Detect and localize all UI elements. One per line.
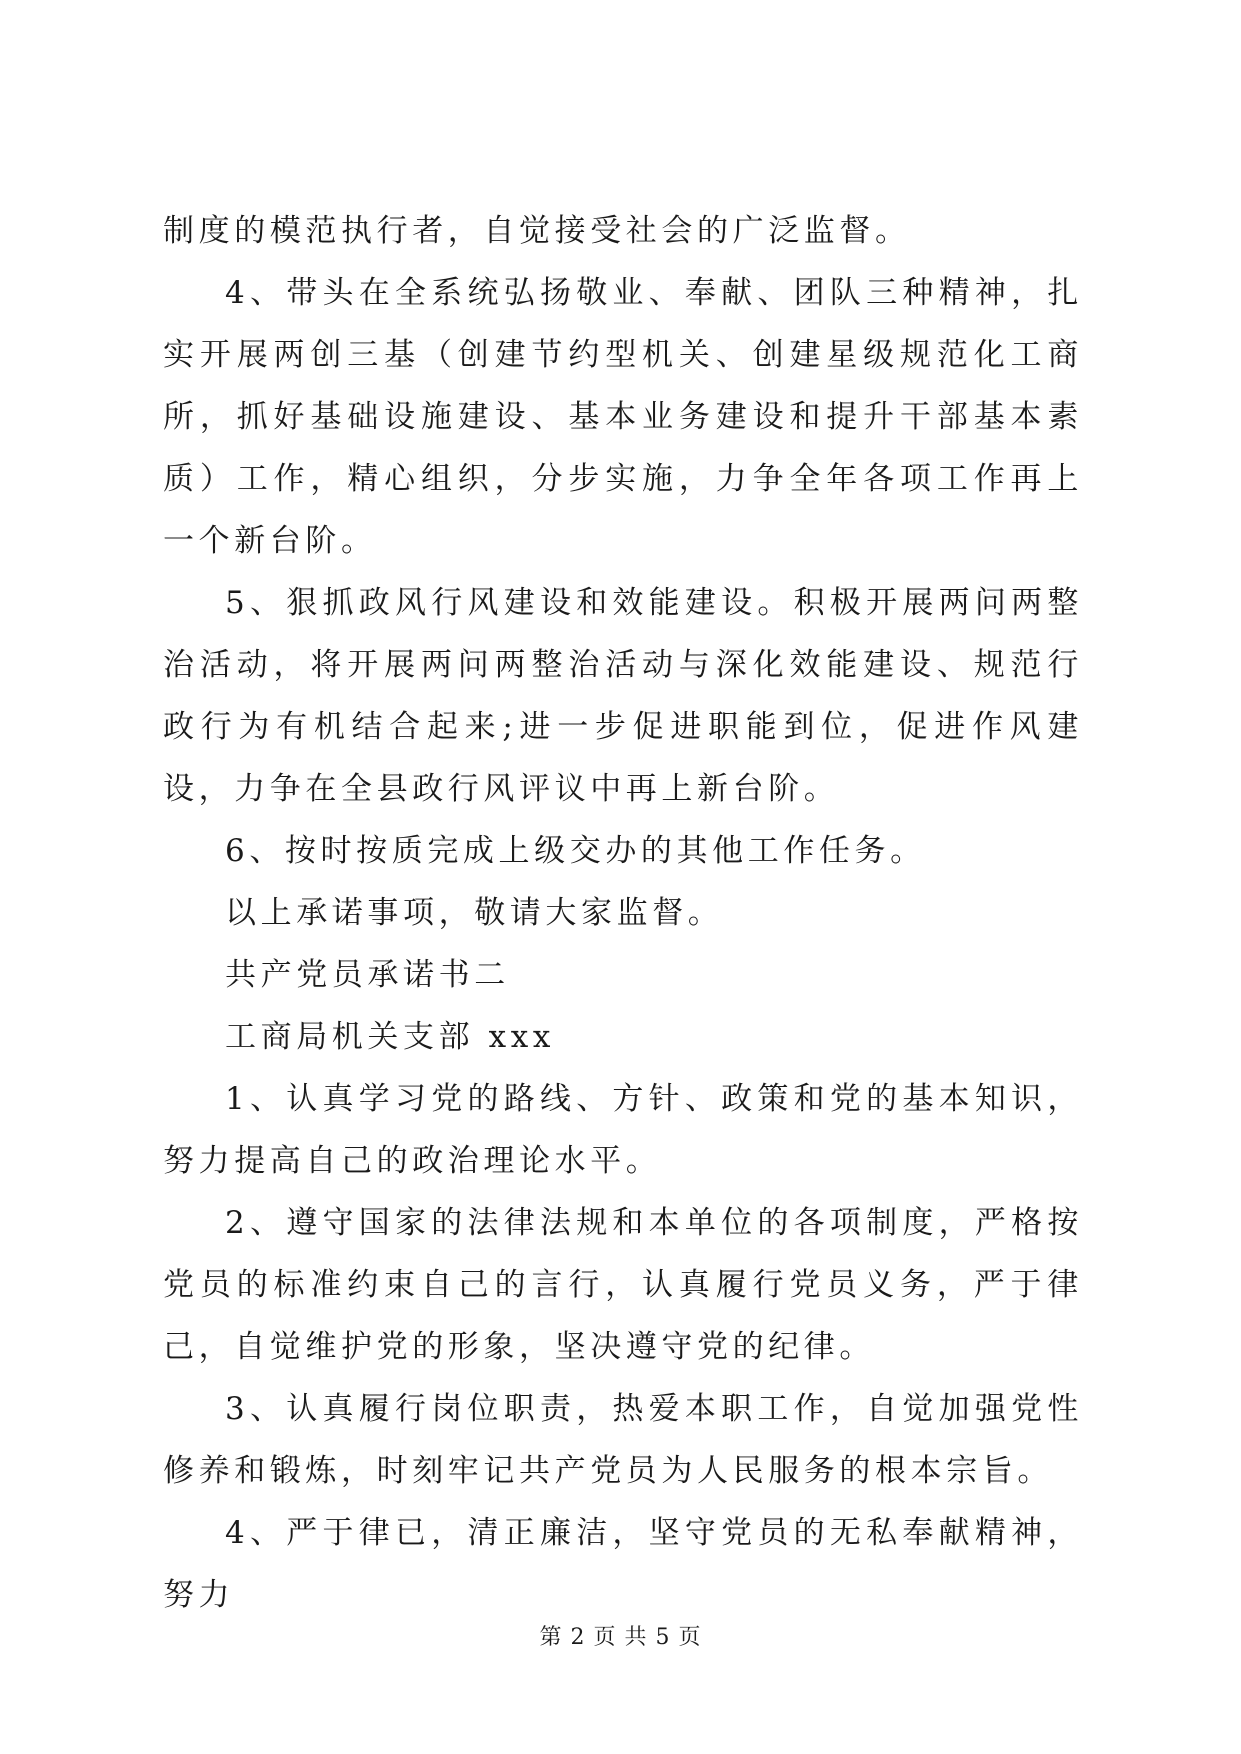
paragraph-3: 5、狠抓政风行风建设和效能建设。积极开展两问两整治活动，将开展两问两整治活动与深化效能建设、规范行政行为有机结合起来;进一步促进职能到位，促进作风建设，力争在全县政行风评议中再上新台阶。 xyxy=(163,585,1083,807)
paragraph-10: 3、认真履行岗位职责，热爱本职工作，自觉加强党性修养和锻炼，时刻牢记共产党员为人民服务的根本宗旨。 xyxy=(163,1391,1083,1489)
page-number-footer: 第 2 页 共 5 页 xyxy=(539,1625,702,1650)
author-line: 工商局机关支部 xxx xyxy=(225,1019,555,1055)
paragraph-2: 4、带头在全系统弘扬敬业、奉献、团队三种精神，扎实开展两创三基（创建节约型机关、创建星级规范化工商所，抓好基础设施建设、基本业务建设和提升干部基本素质）工作，精心组织，分步实施，力争全年各项工作再上一个新台阶。 xyxy=(163,275,1083,559)
paragraph-5: 以上承诺事项，敬请大家监督。 xyxy=(225,895,724,931)
paragraph-9: 2、遵守国家的法律法规和本单位的各项制度，严格按党员的标准约束自己的言行，认真履行党员义务，严于律己，自觉维护党的形象，坚决遵守党的纪律。 xyxy=(163,1205,1083,1365)
paragraph-11: 4、严于律已，清正廉洁，坚守党员的无私奉献精神，努力 xyxy=(163,1515,1083,1613)
paragraph-1: 制度的模范执行者，自觉接受社会的广泛监督。 xyxy=(163,213,911,249)
paragraph-8: 1、认真学习党的路线、方针、政策和党的基本知识，努力提高自己的政治理论水平。 xyxy=(163,1081,1083,1179)
document-body xyxy=(163,200,1083,1626)
paragraph-4: 6、按时按质完成上级交办的其他工作任务。 xyxy=(225,833,926,869)
section-title: 共产党员承诺书二 xyxy=(225,957,510,993)
